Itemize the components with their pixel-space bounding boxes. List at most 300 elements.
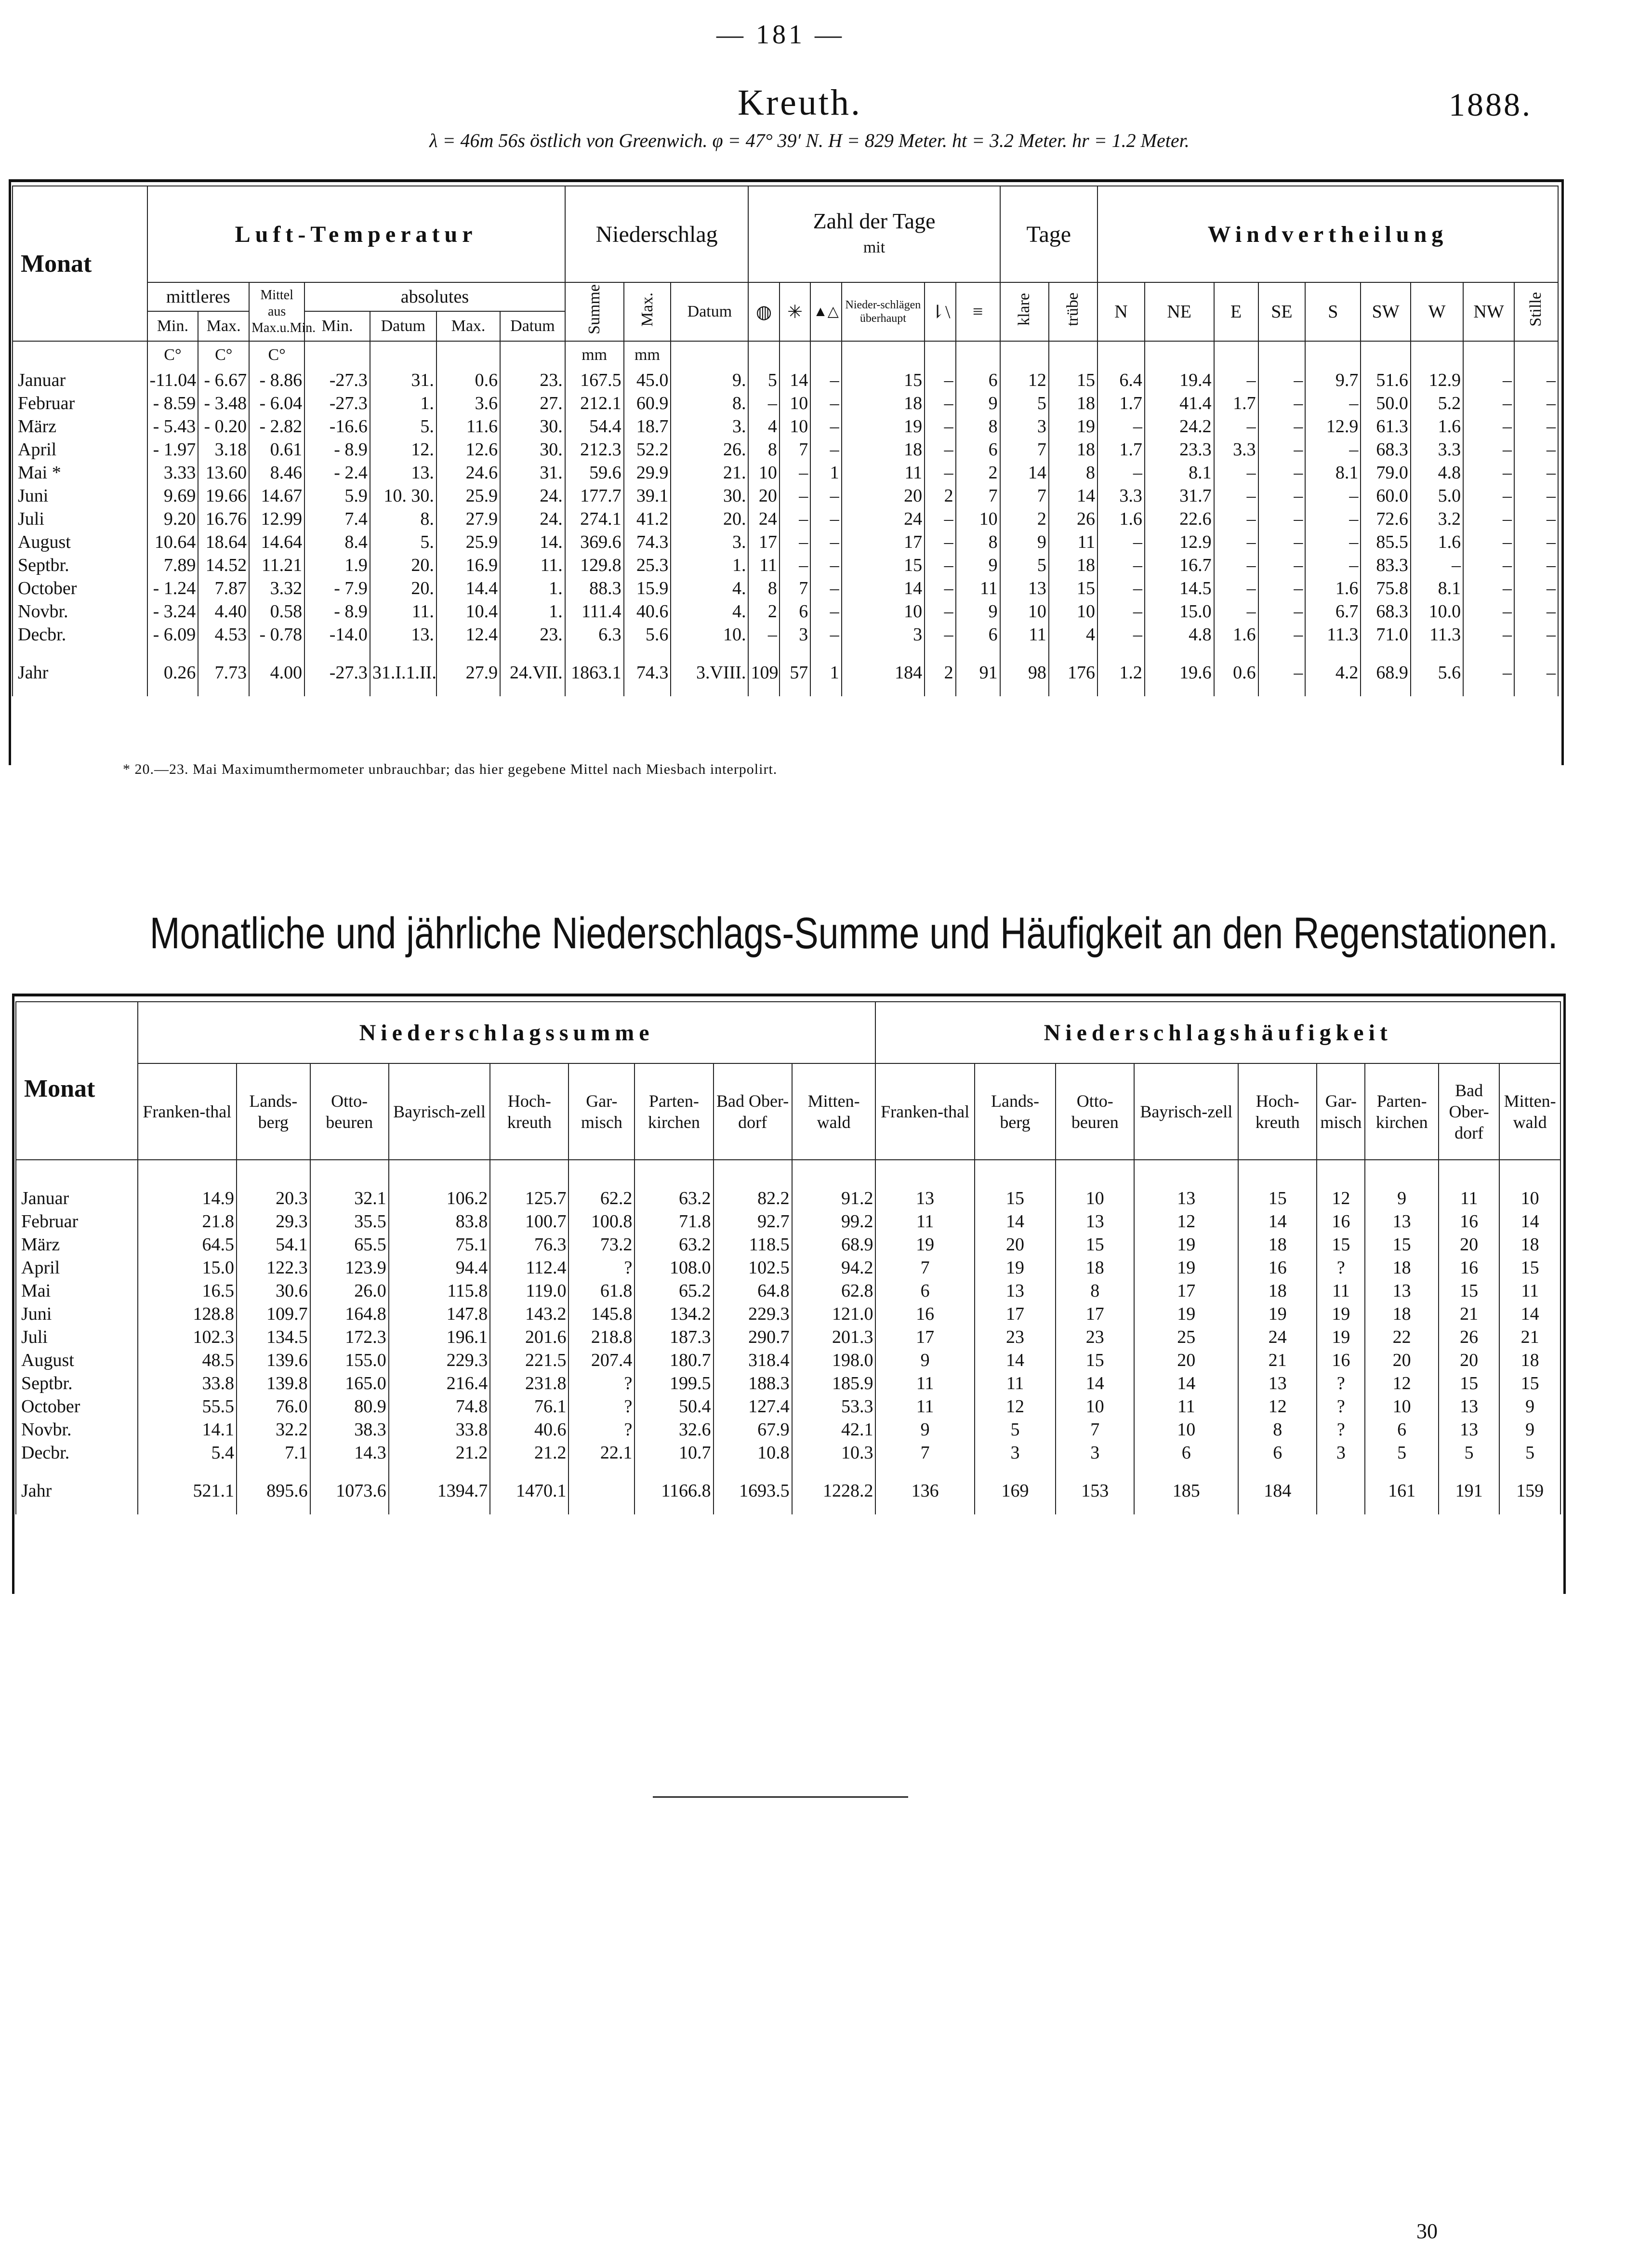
t1-header-niederschlaegen: Nieder-schlägen überhaupt [842, 282, 925, 341]
t2-station-header: Bayrisch-zell [389, 1063, 490, 1160]
fog-symbol-icon: ≡ [956, 282, 1000, 341]
t2-cell: 19 [1317, 1302, 1365, 1326]
t1-cell: – [1214, 531, 1258, 554]
t1-cell: 3.33 [147, 461, 198, 484]
t2-gap-cell [16, 1464, 138, 1474]
t2-cell: 128.8 [138, 1302, 237, 1326]
t1-header-nmax: Max. [638, 292, 656, 327]
t1-jahr-cell: 4.2 [1305, 656, 1361, 690]
t1-cell: 24. [500, 507, 565, 531]
t1-cell: 3 [780, 623, 810, 646]
t2-cell: 20 [1439, 1233, 1499, 1256]
t2-cell: 32.2 [237, 1418, 310, 1441]
t1-cell: 8.1 [1145, 461, 1214, 484]
t2-station-header: Gar-misch [1317, 1063, 1365, 1160]
t1-header-truebe: trübe [1064, 292, 1082, 326]
t2-cell: 9 [875, 1418, 974, 1441]
t1-cell: 11 [842, 461, 925, 484]
t2-cell: 16 [1439, 1256, 1499, 1279]
t2-gap-cell [389, 1464, 490, 1474]
t2-cell: 30.6 [237, 1279, 310, 1302]
t1-unit-cell [956, 341, 1000, 369]
t1-cell: – [1463, 577, 1514, 600]
t1-cell: – [1258, 438, 1306, 461]
t2-cell: 62.2 [568, 1187, 635, 1210]
t1-header-klare: klare [1015, 293, 1033, 326]
t2-header-monat: Monat [16, 1002, 138, 1160]
t2-cell: 82.2 [714, 1187, 792, 1210]
t2-cell: 15.0 [138, 1256, 237, 1279]
t1-cell: – [1514, 531, 1558, 554]
wind-dir-w: W [1411, 282, 1463, 341]
t2-cell: 11 [1439, 1187, 1499, 1210]
t2-cell: 11 [875, 1372, 974, 1395]
t2-cell: 14 [1134, 1372, 1238, 1395]
t2-cell: 13 [1439, 1395, 1499, 1418]
t2-cell: 112.4 [490, 1256, 568, 1279]
t1-cell: 10 [780, 415, 810, 438]
t2-cell: 11 [1499, 1279, 1560, 1302]
t1-unit-cell [304, 341, 370, 369]
t1-cell: - 8.86 [249, 369, 304, 392]
t2-cell: 23 [1056, 1326, 1134, 1349]
t2-sep-cell [635, 1508, 713, 1514]
t1-cell: 6 [956, 369, 1000, 392]
t2-cell: 17 [1134, 1279, 1238, 1302]
t1-cell: 2 [748, 600, 779, 623]
t1-cell: 3. [671, 415, 748, 438]
t1-sep-cell [842, 690, 925, 696]
t1-gap-cell [624, 646, 671, 656]
t1-sep-cell [565, 690, 624, 696]
t2-cell: 80.9 [310, 1395, 389, 1418]
t2-sep-cell [1365, 1508, 1439, 1514]
t1-jahr-cell: – [1463, 656, 1514, 690]
t1-cell: 19.66 [198, 484, 249, 507]
t1-jahr-cell: 98 [1000, 656, 1049, 690]
t2-cell: 15 [1499, 1256, 1560, 1279]
t1-cell: – [1258, 392, 1306, 415]
t2-gap-cell [875, 1160, 974, 1187]
t1-jahr-cell: 0.6 [1214, 656, 1258, 690]
t1-cell: – [925, 369, 955, 392]
t1-unit-cell [1145, 341, 1214, 369]
t1-cell: – [1214, 600, 1258, 623]
t1-unit-cell [1361, 341, 1411, 369]
t2-cell: 12 [975, 1395, 1056, 1418]
t1-cell: 51.6 [1361, 369, 1411, 392]
t2-row [16, 1302, 1560, 1326]
t1-cell: 9 [956, 600, 1000, 623]
t1-cell: 5. [370, 415, 436, 438]
t2-cell: 15 [1499, 1372, 1560, 1395]
t1-cell: - 6.09 [147, 623, 198, 646]
t1-cell: - 6.04 [249, 392, 304, 415]
t2-cell: 8 [1238, 1418, 1317, 1441]
t1-cell: 18 [1049, 392, 1097, 415]
t1-cell: – [1305, 392, 1361, 415]
t1-header-mittleres: mittleres [147, 282, 250, 311]
t1-cell: 3.3 [1097, 484, 1145, 507]
t1-cell: 21. [671, 461, 748, 484]
t2-gap-cell [138, 1160, 237, 1187]
t1-cell: 9 [1000, 531, 1049, 554]
t2-cell: 18 [1365, 1302, 1439, 1326]
t2-cell: 65.2 [635, 1279, 713, 1302]
t1-header-monat: Monat [13, 186, 147, 341]
t2-cell: 3 [975, 1441, 1056, 1464]
t1-cell: 11.3 [1411, 623, 1463, 646]
t1-cell: – [810, 484, 841, 507]
t2-station-header: Otto-beuren [310, 1063, 389, 1160]
t1-cell: 369.6 [565, 531, 624, 554]
t1-cell: 4.53 [198, 623, 249, 646]
t2-cell: 55.5 [138, 1395, 237, 1418]
t1-cell: 8 [956, 415, 1000, 438]
t2-gap-cell [1056, 1160, 1134, 1187]
t1-cell: 15 [842, 369, 925, 392]
t2-cell: 18 [1499, 1233, 1560, 1256]
t1-month-label: April [13, 438, 147, 461]
t1-cell: 41.2 [624, 507, 671, 531]
t1-cell: 18 [1049, 438, 1097, 461]
t2-cell: 14 [1238, 1210, 1317, 1233]
t1-cell: 23. [500, 623, 565, 646]
t1-cell: 83.3 [1361, 554, 1411, 577]
t1-cell: 15 [842, 554, 925, 577]
t1-cell: 1.6 [1411, 531, 1463, 554]
t1-unit-cell [925, 341, 955, 369]
t1-row [13, 392, 1558, 415]
t2-row [16, 1418, 1560, 1441]
t2-cell: 54.1 [237, 1233, 310, 1256]
precipitation-table [15, 1001, 1561, 1514]
t2-cell: 35.5 [310, 1210, 389, 1233]
t2-cell: 127.4 [714, 1395, 792, 1418]
t2-cell: 16 [1317, 1349, 1365, 1372]
t1-cell: 30. [500, 438, 565, 461]
t1-cell: – [1514, 415, 1558, 438]
t1-cell: – [1411, 554, 1463, 577]
t1-cell: 12.9 [1145, 531, 1214, 554]
t2-cell: 83.8 [389, 1210, 490, 1233]
t2-cell: 15 [1439, 1279, 1499, 1302]
t2-cell: 102.3 [138, 1326, 237, 1349]
t2-jahr-cell [568, 1474, 635, 1508]
t1-month-label: Juni [13, 484, 147, 507]
t1-cell: 12.99 [249, 507, 304, 531]
t1-gap-cell [249, 646, 304, 656]
t2-cell: 6 [1365, 1418, 1439, 1441]
t1-cell: 9.7 [1305, 369, 1361, 392]
t1-cell: 129.8 [565, 554, 624, 577]
t1-gap-cell [748, 646, 779, 656]
t2-cell: 201.6 [490, 1326, 568, 1349]
t2-gap-cell [1317, 1464, 1365, 1474]
t2-cell: 42.1 [792, 1418, 876, 1441]
t2-cell: 19 [1134, 1302, 1238, 1326]
t1-cell: 2 [956, 461, 1000, 484]
t2-jahr-cell: 1394.7 [389, 1474, 490, 1508]
t2-gap-cell [714, 1464, 792, 1474]
t1-cell: 274.1 [565, 507, 624, 531]
t1-cell: 40.6 [624, 600, 671, 623]
t1-cell: 9.69 [147, 484, 198, 507]
t2-cell: 13 [875, 1187, 974, 1210]
t1-cell: - 2.82 [249, 415, 304, 438]
t2-month-label: August [16, 1349, 138, 1372]
t2-cell: 32.6 [635, 1418, 713, 1441]
t2-station-header: Otto-beuren [1056, 1063, 1134, 1160]
t1-cell: 15 [1049, 577, 1097, 600]
t2-cell: 15 [1056, 1349, 1134, 1372]
t1-jahr-cell: 24.VII. [500, 656, 565, 690]
t2-sep-cell [16, 1508, 138, 1514]
t1-month-label: Februar [13, 392, 147, 415]
t1-cell: 19 [842, 415, 925, 438]
t1-gap-cell [436, 646, 500, 656]
t1-unit-cell [436, 341, 500, 369]
t1-cell: 20 [748, 484, 779, 507]
t1-cell: 11.3 [1305, 623, 1361, 646]
t1-cell: 71.0 [1361, 623, 1411, 646]
t1-cell: – [925, 554, 955, 577]
t2-jahr-cell: 895.6 [237, 1474, 310, 1508]
t1-cell: 14 [1049, 484, 1097, 507]
t1-unit-cell [1097, 341, 1145, 369]
t2-sep-cell [975, 1508, 1056, 1514]
t1-cell: – [810, 577, 841, 600]
t2-cell: 62.8 [792, 1279, 876, 1302]
t2-station-header: Franken-thal [875, 1063, 974, 1160]
t2-cell: ? [568, 1395, 635, 1418]
t1-unit-cell [1514, 341, 1558, 369]
t1-header-min: Min. [147, 311, 198, 341]
t2-cell: 9 [1365, 1187, 1439, 1210]
t1-row [13, 461, 1558, 484]
t1-gap-cell [1049, 646, 1097, 656]
t1-cell: – [1463, 507, 1514, 531]
t1-cell: 20. [370, 577, 436, 600]
hail-symbol-icon: ▲△ [810, 282, 841, 341]
t1-cell: -27.3 [304, 369, 370, 392]
t1-cell: 0.58 [249, 600, 304, 623]
t1-cell: 85.5 [1361, 531, 1411, 554]
t1-cell: 15.0 [1145, 600, 1214, 623]
t1-cell: - 7.9 [304, 577, 370, 600]
t1-cell: 3. [671, 531, 748, 554]
t1-gap-cell [810, 646, 841, 656]
t2-gap-cell [16, 1160, 138, 1187]
t1-cell: 3.18 [198, 438, 249, 461]
t1-sep-cell [1305, 690, 1361, 696]
t2-gap-cell [490, 1464, 568, 1474]
t1-jahr-cell: 7.73 [198, 656, 249, 690]
t1-cell: – [1514, 392, 1558, 415]
t1-cell: – [1097, 415, 1145, 438]
t1-month-label: August [13, 531, 147, 554]
t1-row [13, 507, 1558, 531]
t2-cell: 229.3 [714, 1302, 792, 1326]
t2-cell: 14.1 [138, 1418, 237, 1441]
t2-station-header: Bayrisch-zell [1134, 1063, 1238, 1160]
wind-dir-e: E [1214, 282, 1258, 341]
t1-cell: – [1258, 461, 1306, 484]
t1-sep-cell [671, 690, 748, 696]
t1-cell: – [1305, 507, 1361, 531]
t2-gap-cell [714, 1160, 792, 1187]
t2-cell: 74.8 [389, 1395, 490, 1418]
t1-cell: 61.3 [1361, 415, 1411, 438]
t2-cell: 221.5 [490, 1349, 568, 1372]
t2-cell: 3 [1056, 1441, 1134, 1464]
t1-gap-cell [198, 646, 249, 656]
t1-cell: 74.3 [624, 531, 671, 554]
t2-jahr-cell: 184 [1238, 1474, 1317, 1508]
t1-cell: 1. [671, 554, 748, 577]
t1-month-label: Juli [13, 507, 147, 531]
t2-sep-cell [310, 1508, 389, 1514]
t1-jahr-cell: -27.3 [304, 656, 370, 690]
t2-gap-cell [1365, 1160, 1439, 1187]
t2-month-label: Septbr. [16, 1372, 138, 1395]
t1-cell: 5.6 [624, 623, 671, 646]
t1-cell: 16.76 [198, 507, 249, 531]
t1-cell: 24.6 [436, 461, 500, 484]
t1-cell: 10. [671, 623, 748, 646]
t1-cell: 12.9 [1411, 369, 1463, 392]
t2-cell: 10 [1365, 1395, 1439, 1418]
t2-cell: 33.8 [138, 1372, 237, 1395]
t1-cell: – [1214, 415, 1258, 438]
t1-gap-cell [1258, 646, 1306, 656]
t1-cell: – [1258, 577, 1306, 600]
t1-cell: 10.0 [1411, 600, 1463, 623]
t1-cell: – [1258, 554, 1306, 577]
t1-cell: -16.6 [304, 415, 370, 438]
t1-cell: 177.7 [565, 484, 624, 507]
t1-cell: -14.0 [304, 623, 370, 646]
t2-row [16, 1441, 1560, 1464]
t1-cell: – [780, 554, 810, 577]
t2-sep-cell [875, 1508, 974, 1514]
t1-cell: – [1258, 484, 1306, 507]
t2-station-header: Lands-berg [237, 1063, 310, 1160]
t1-cell: 31. [370, 369, 436, 392]
t2-cell: 22 [1365, 1326, 1439, 1349]
t1-unit-cell [780, 341, 810, 369]
t1-row [13, 369, 1558, 392]
wind-dir-sw: SW [1361, 282, 1411, 341]
t2-cell: 109.7 [237, 1302, 310, 1326]
t1-cell: – [1305, 554, 1361, 577]
t2-cell: 23 [975, 1326, 1056, 1349]
t2-sep-cell [138, 1508, 237, 1514]
t1-cell: - 5.43 [147, 415, 198, 438]
t1-cell: – [925, 392, 955, 415]
t2-gap-cell [138, 1464, 237, 1474]
t1-gap-cell [842, 646, 925, 656]
t2-cell: 143.2 [490, 1302, 568, 1326]
t2-cell: 18 [1056, 1256, 1134, 1279]
t2-row [16, 1349, 1560, 1372]
bottom-page-number: 30 [1416, 2219, 1438, 2243]
t2-cell: 61.8 [568, 1279, 635, 1302]
t1-cell: – [1463, 484, 1514, 507]
t2-cell: 122.3 [237, 1256, 310, 1279]
t1-cell: 1. [500, 600, 565, 623]
t1-unit-cell [1463, 341, 1514, 369]
t1-sep-cell [748, 690, 779, 696]
t2-cell: ? [1317, 1418, 1365, 1441]
t2-cell: 20.3 [237, 1187, 310, 1210]
t2-cell: 5 [1365, 1441, 1439, 1464]
t1-cell: – [1258, 369, 1306, 392]
t1-cell: 23.3 [1145, 438, 1214, 461]
t2-gap-cell [1317, 1160, 1365, 1187]
t2-gap-cell [1056, 1464, 1134, 1474]
t2-sep-cell [1499, 1508, 1560, 1514]
t1-cell: 4 [748, 415, 779, 438]
t2-jahr-cell: 185 [1134, 1474, 1238, 1508]
t1-cell: – [1514, 623, 1558, 646]
t2-cell: ? [568, 1372, 635, 1395]
t1-cell: 4.40 [198, 600, 249, 623]
t1-cell: – [1514, 577, 1558, 600]
t2-gap-cell [310, 1464, 389, 1474]
t1-cell: 25.9 [436, 531, 500, 554]
t1-cell: 31. [500, 461, 565, 484]
snow-symbol-icon: ✳ [780, 282, 810, 341]
t1-cell: 4. [671, 577, 748, 600]
t2-cell: 15 [1439, 1372, 1499, 1395]
t2-row [16, 1233, 1560, 1256]
t2-cell: 11 [875, 1395, 974, 1418]
t1-cell: 12 [1000, 369, 1049, 392]
t2-cell: 118.5 [714, 1233, 792, 1256]
t1-cell: 11 [956, 577, 1000, 600]
t2-month-label: April [16, 1256, 138, 1279]
t1-cell: 14.67 [249, 484, 304, 507]
t1-gap-cell [1097, 646, 1145, 656]
t2-gap-cell [389, 1160, 490, 1187]
t2-cell: 63.2 [635, 1187, 713, 1210]
t2-jahr-cell: 1073.6 [310, 1474, 389, 1508]
t1-cell: 11 [748, 554, 779, 577]
t1-cell: 7 [1000, 484, 1049, 507]
t1-cell: 31.7 [1145, 484, 1214, 507]
t1-cell: 13.60 [198, 461, 249, 484]
t1-cell: 18.64 [198, 531, 249, 554]
t1-gap-cell [1514, 646, 1558, 656]
t2-cell: 16 [875, 1302, 974, 1326]
t1-jahr-cell: 3.VIII. [671, 656, 748, 690]
t2-cell: 187.3 [635, 1326, 713, 1349]
t1-cell: 14 [842, 577, 925, 600]
t1-cell: 11 [1049, 531, 1097, 554]
t2-sep-cell [1238, 1508, 1317, 1514]
t2-cell: 9 [1499, 1418, 1560, 1441]
t1-cell: 10 [780, 392, 810, 415]
t1-cell: – [925, 438, 955, 461]
t2-sep-cell [792, 1508, 876, 1514]
t1-cell: – [748, 392, 779, 415]
t1-cell: – [1214, 507, 1258, 531]
t2-gap-cell [237, 1160, 310, 1187]
t1-cell: 11. [500, 554, 565, 577]
t2-cell: 15 [1238, 1187, 1317, 1210]
wind-dir-se: SE [1258, 282, 1306, 341]
